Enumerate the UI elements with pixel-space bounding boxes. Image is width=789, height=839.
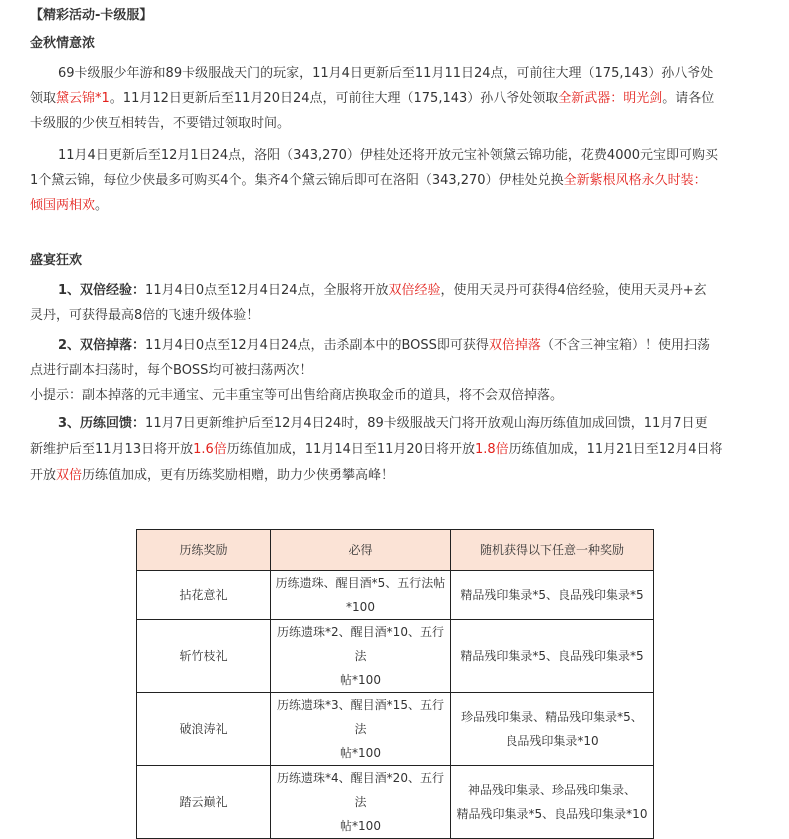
paragraph-line: 新维护后至11月13日将开放1.6倍历练值加成，11月14日至11月20日将开放1.8倍历练值加成，11月21日至12月4日将 — [30, 442, 723, 457]
item-label: 2、双倍掉落： — [58, 338, 146, 353]
page-title: 【精彩活动-卡级服】 — [30, 8, 153, 23]
highlight-text: 双倍掉落 — [488, 338, 541, 353]
paragraph-line: 1、双倍经验：11月4日0点至12月4日24点，全服将开放双倍经验，使用天灵丹可获得4倍经验，使用天灵丹+玄 — [58, 283, 707, 298]
reward-must: 历练遗珠、醒目酒*5、五行法帖 *100 — [271, 571, 451, 620]
section-title-feast: 盛宴狂欢 — [30, 253, 83, 268]
paragraph-line: 2、双倍掉落：11月4日0点至12月4日24点，击杀副本中的BOSS即可获得双倍掉落（不含三神宝箱）！使用扫荡 — [58, 338, 710, 353]
tip-line: 小提示：副本掉落的元丰通宝、元丰重宝等可出售给商店换取金币的道具，将不会双倍掉落。 — [30, 388, 564, 403]
highlight-text: 全新武器：明光剑 — [558, 91, 663, 106]
highlight-text: 1.8倍 — [474, 442, 509, 457]
paragraph-line: 11月4日更新后至12月1日24点，洛阳（343,270）伊桂处还将开放元宝补领黛云锦功能，花费4000元宝即可购买 — [58, 148, 719, 163]
paragraph-line: 灵丹，可获得最高8倍的飞速升级体验！ — [30, 308, 260, 323]
section-title-autumn: 金秋情意浓 — [30, 36, 96, 51]
rewards-table — [136, 529, 654, 839]
reward-random: 精品残印集录*5、良品残印集录*5 — [451, 620, 654, 693]
paragraph-line: 69卡级服少年游和89卡级服战天门的玩家，11月4日更新后至11月11日24点，可前往大理（175,143）孙八爷处 — [58, 66, 714, 81]
reward-name: 拈花意礼 — [137, 571, 271, 620]
highlight-text: 黛云锦*1 — [56, 91, 110, 106]
highlight-text: 双倍经验 — [388, 283, 441, 298]
reward-random: 珍品残印集录、精品残印集录*5、 良品残印集录*10 — [451, 693, 654, 766]
table-row — [137, 693, 654, 766]
table-row — [137, 620, 654, 693]
reward-must: 历练遗珠*3、醒目酒*15、五行法 帖*100 — [271, 693, 451, 766]
paragraph-line: 卡级服的少侠互相转告，不要错过领取时间。 — [30, 116, 291, 131]
table-row — [137, 766, 654, 839]
highlight-text: 全新紫根风格永久时装： — [563, 173, 707, 188]
paragraph-line: 领取黛云锦*1。11月12日更新后至11月20日24点，可前往大理（175,143）孙八爷处领取全新武器：明光剑。请各位 — [30, 91, 715, 106]
paragraph-line: 点进行副本扫荡时，每个BOSS均可被扫荡两次！ — [30, 363, 313, 378]
reward-must: 历练遗珠*2、醒目酒*10、五行法 帖*100 — [271, 620, 451, 693]
paragraph-line: 1个黛云锦，每位少侠最多可购买4个。集齐4个黛云锦后即可在洛阳（343,270）伊桂处兑换全新紫根风格永久时装： — [30, 173, 707, 188]
table-header-cell: 历练奖励 — [137, 530, 271, 571]
reward-must: 历练遗珠*4、醒目酒*20、五行法 帖*100 — [271, 766, 451, 839]
table-header-row — [137, 530, 654, 571]
table-row — [137, 571, 654, 620]
paragraph-line: 倾国两相欢。 — [30, 198, 109, 213]
paragraph-line: 3、历练回馈：11月7日更新维护后至12月4日24时，89卡级服战天门将开放观山海历练值加成回馈，11月7日更 — [58, 416, 708, 431]
item-label: 3、历练回馈： — [58, 416, 146, 431]
paragraph-line: 开放双倍历练值加成，更有历练奖励相赠，助力少侠勇攀高峰！ — [30, 468, 395, 483]
table-header-cell: 必得 — [271, 530, 451, 571]
table-header-cell: 随机获得以下任意一种奖励 — [451, 530, 654, 571]
reward-random: 精品残印集录*5、良品残印集录*5 — [451, 571, 654, 620]
highlight-text: 双倍 — [56, 468, 83, 483]
reward-name: 踏云巅礼 — [137, 766, 271, 839]
item-label: 1、双倍经验： — [58, 283, 146, 298]
highlight-text: 倾国两相欢 — [30, 198, 96, 213]
highlight-text: 1.6倍 — [193, 442, 227, 457]
reward-name: 破浪涛礼 — [137, 693, 271, 766]
reward-name: 斩竹枝礼 — [137, 620, 271, 693]
reward-random: 神品残印集录、珍品残印集录、 精品残印集录*5、良品残印集录*10 — [451, 766, 654, 839]
